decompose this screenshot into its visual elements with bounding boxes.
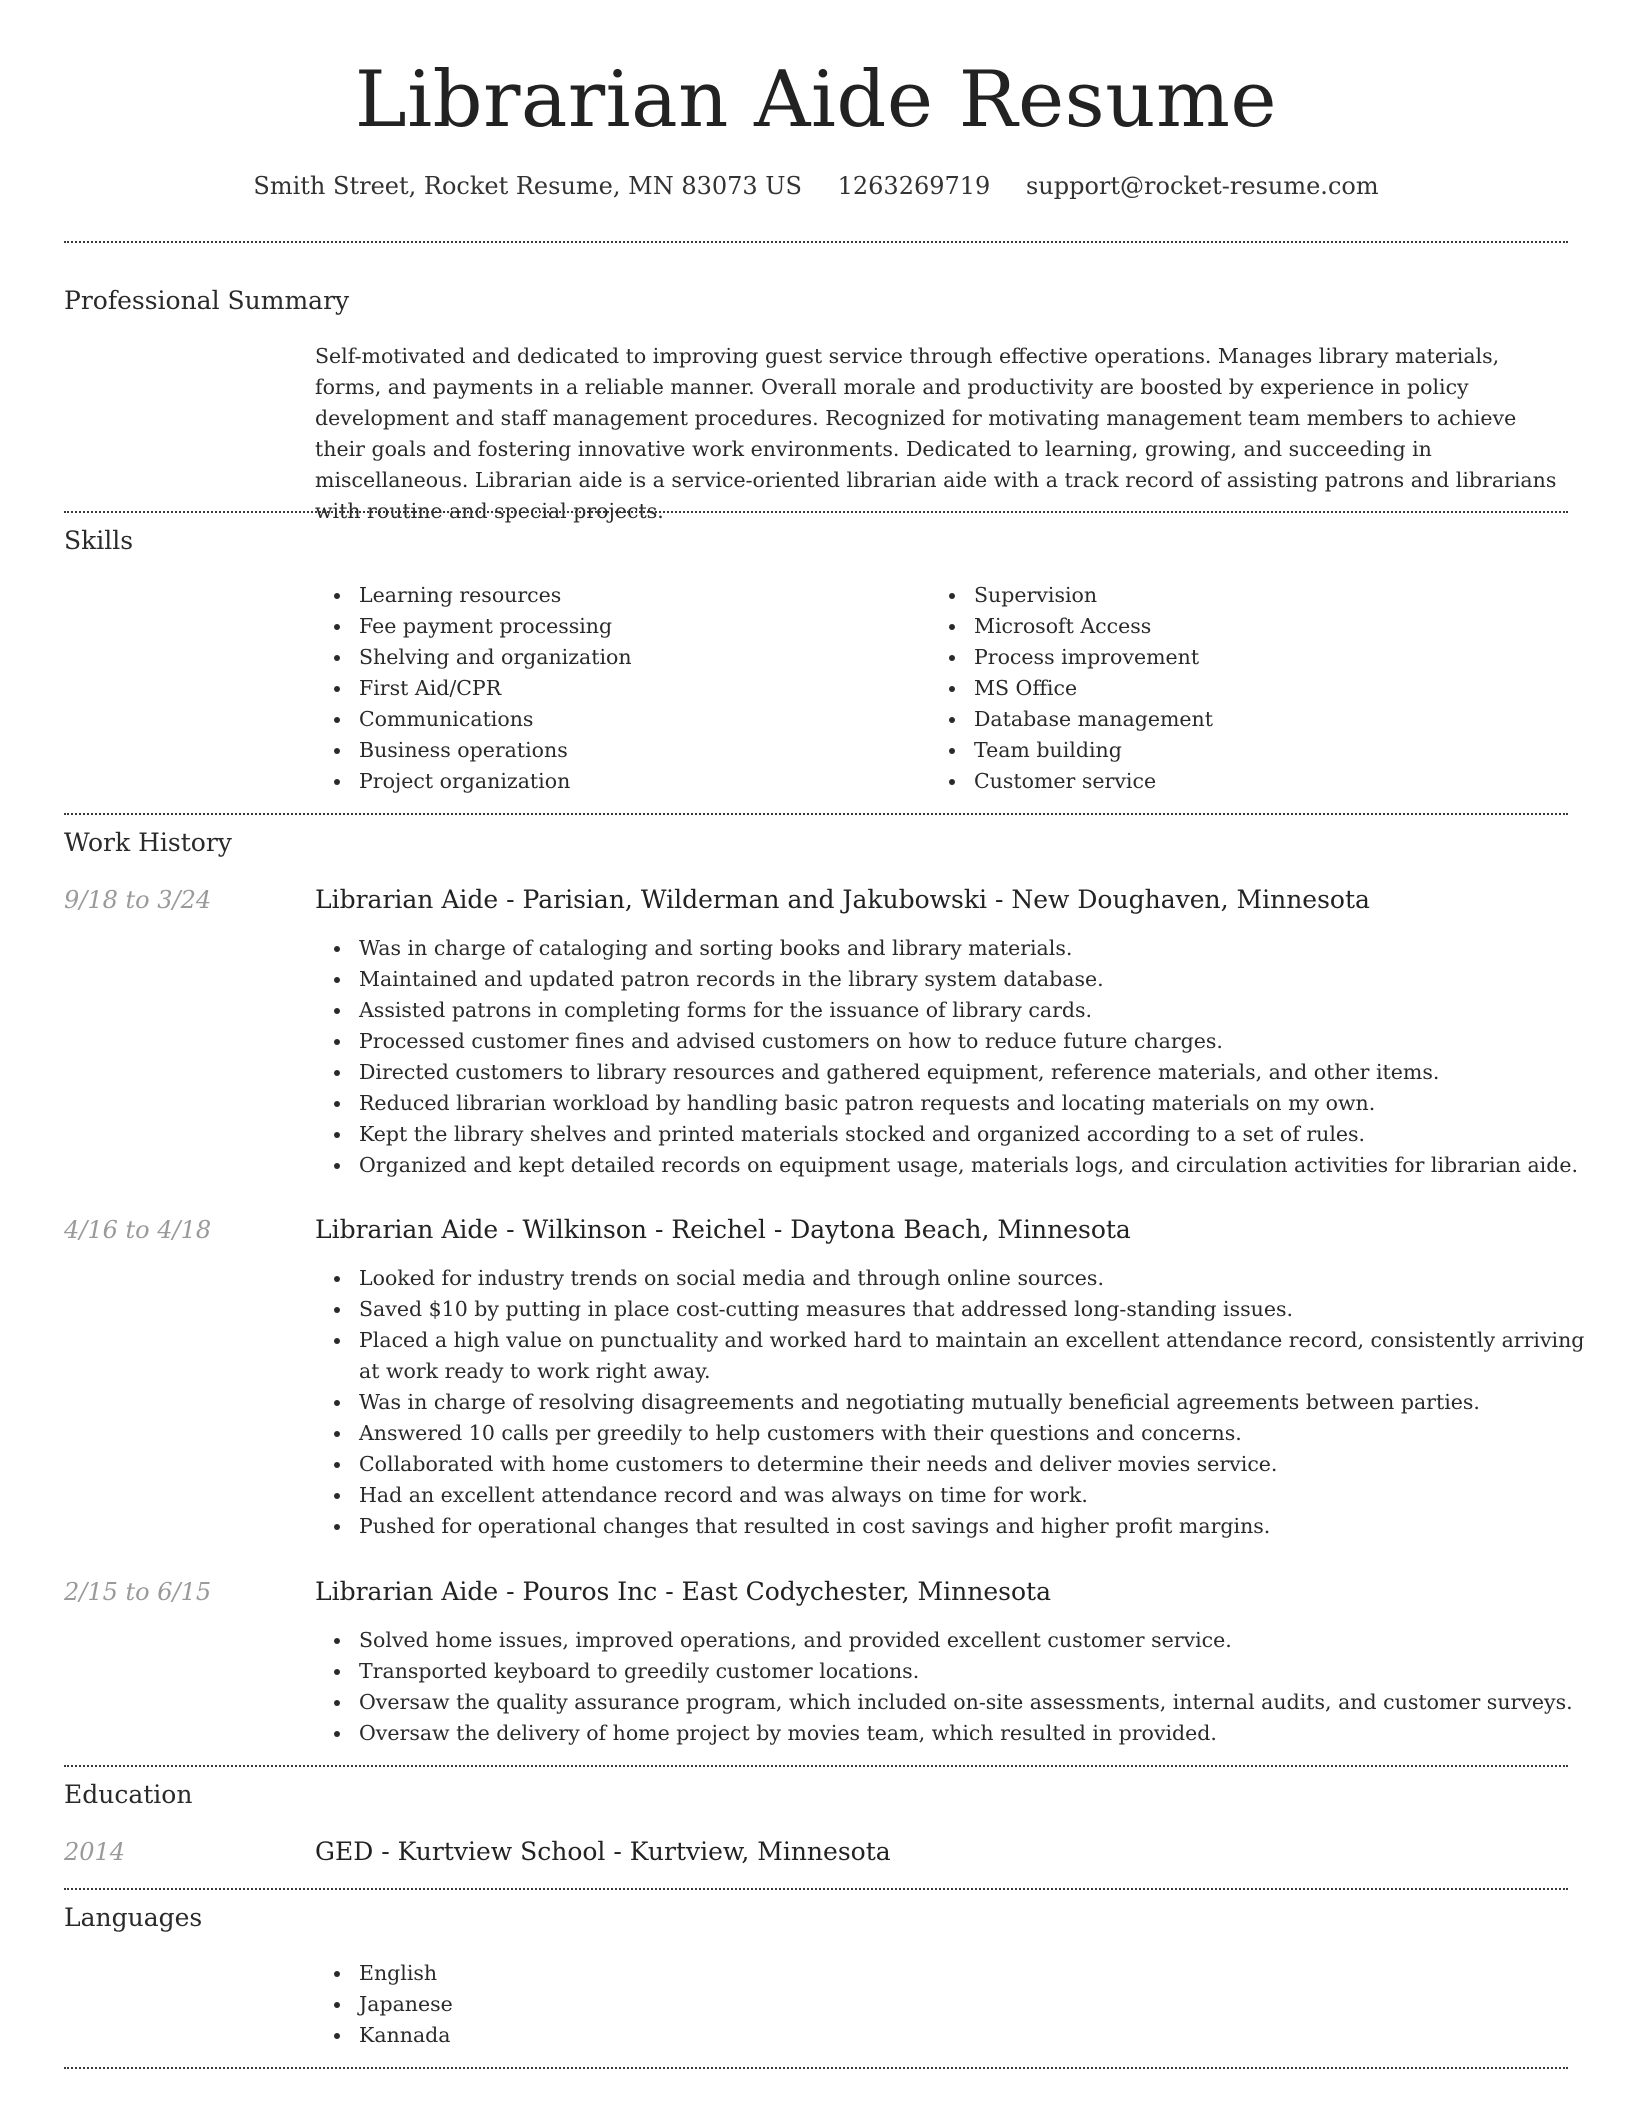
- job-dates: 9/18 to 3/24: [64, 886, 212, 914]
- languages-list: [315, 1958, 959, 2051]
- contact-address: Smith Street, Rocket Resume, MN 83073 US: [253, 172, 802, 200]
- contact-phone: 1263269719: [837, 172, 991, 200]
- list-item: Processed customer fines and advised customers on how to reduce future charges.: [359, 1026, 1609, 1057]
- list-item: Organized and kept detailed records on equipment usage, materials logs, and circulation activities for librarian aide.: [359, 1150, 1609, 1181]
- list-item: Pushed for operational changes that resulted in cost savings and higher profit margins.: [359, 1511, 1609, 1542]
- education-entry: GED - Kurtview School - Kurtview, Minnesota: [315, 1837, 891, 1866]
- list-item: Maintained and updated patron records in the library system database.: [359, 964, 1609, 995]
- list-item: Communications: [359, 704, 919, 735]
- section-heading-summary: Professional Summary: [64, 286, 350, 315]
- section-heading-skills: Skills: [64, 526, 134, 555]
- list-item: Had an excellent attendance record and was always on time for work.: [359, 1480, 1609, 1511]
- divider: [64, 241, 1568, 243]
- list-item: Was in charge of resolving disagreements and negotiating mutually beneficial agreements between parties.: [359, 1387, 1609, 1418]
- list-item: Business operations: [359, 735, 919, 766]
- list-item: Project organization: [359, 766, 919, 797]
- list-item: Collaborated with home customers to determine their needs and deliver movies service.: [359, 1449, 1609, 1480]
- list-item: Answered 10 calls per greedily to help customers with their questions and concerns.: [359, 1418, 1609, 1449]
- job-bullets: [315, 1263, 1609, 1542]
- section-heading-education: Education: [64, 1780, 193, 1809]
- list-item: Directed customers to library resources and gathered equipment, reference materials, and other items.: [359, 1057, 1609, 1088]
- list-item: Japanese: [359, 1989, 959, 2020]
- job-title: Librarian Aide - Pouros Inc - East Codychester, Minnesota: [315, 1577, 1051, 1606]
- skills-list-right: [930, 580, 1534, 797]
- list-item: Assisted patrons in completing forms for the issuance of library cards.: [359, 995, 1609, 1026]
- list-item: Transported keyboard to greedily customer locations.: [359, 1656, 1609, 1687]
- list-item: Shelving and organization: [359, 642, 919, 673]
- page-title: Librarian Aide Resume: [354, 55, 1278, 145]
- list-item: Placed a high value on punctuality and worked hard to maintain an excellent attendance record, consistently arriving at work ready to work right away.: [359, 1325, 1609, 1387]
- list-item: Oversaw the quality assurance program, which included on-site assessments, internal audits, and customer surveys.: [359, 1687, 1609, 1718]
- divider: [64, 2067, 1568, 2069]
- summary-text: Self-motivated and dedicated to improving guest service through effective operations. Manages library materials, forms, and payments in a reliable manner. Overall morale and productivity are boosted by experience in policy development and staff management procedures. Recognized for motivating management team members to achieve their goals and fostering innovative work environments. Dedicated to learning, growing, and succeeding in miscellaneous. Librarian aide is a service-oriented librarian aide with a track record of assisting patrons and librarians with routine and special projects.: [315, 344, 1557, 523]
- list-item: Saved $10 by putting in place cost-cutting measures that addressed long-standing issues.: [359, 1294, 1609, 1325]
- list-item: Kept the library shelves and printed materials stocked and organized according to a set of rules.: [359, 1119, 1609, 1150]
- divider: [64, 813, 1568, 815]
- job-title: Librarian Aide - Wilkinson - Reichel - Daytona Beach, Minnesota: [315, 1215, 1131, 1244]
- list-item: Database management: [974, 704, 1534, 735]
- list-item: First Aid/CPR: [359, 673, 919, 704]
- skills-list-left: [315, 580, 919, 797]
- list-item: Solved home issues, improved operations, and provided excellent customer service.: [359, 1625, 1609, 1656]
- education-year: 2014: [64, 1838, 126, 1866]
- job-title: Librarian Aide - Parisian, Wilderman and Jakubowski - New Doughaven, Minnesota: [315, 885, 1370, 914]
- job-bullets: [315, 1625, 1609, 1749]
- job-dates: 2/15 to 6/15: [64, 1578, 212, 1606]
- list-item: Oversaw the delivery of home project by movies team, which resulted in provided.: [359, 1718, 1609, 1749]
- contact-email: support@rocket-resume.com: [1025, 172, 1379, 200]
- list-item: Kannada: [359, 2020, 959, 2051]
- list-item: Reduced librarian workload by handling basic patron requests and locating materials on my own.: [359, 1088, 1609, 1119]
- list-item: Process improvement: [974, 642, 1534, 673]
- list-item: Microsoft Access: [974, 611, 1534, 642]
- list-item: Learning resources: [359, 580, 919, 611]
- section-heading-languages: Languages: [64, 1903, 203, 1932]
- list-item: Looked for industry trends on social media and through online sources.: [359, 1263, 1609, 1294]
- section-heading-work: Work History: [64, 828, 232, 857]
- divider: [64, 511, 1568, 513]
- divider: [64, 1888, 1568, 1890]
- list-item: MS Office: [974, 673, 1534, 704]
- list-item: Customer service: [974, 766, 1534, 797]
- divider: [64, 1765, 1568, 1767]
- list-item: Supervision: [974, 580, 1534, 611]
- list-item: Was in charge of cataloging and sorting books and library materials.: [359, 933, 1609, 964]
- job-dates: 4/16 to 4/18: [64, 1216, 212, 1244]
- job-bullets: [315, 933, 1609, 1181]
- list-item: Team building: [974, 735, 1534, 766]
- list-item: English: [359, 1958, 959, 1989]
- contact-line: [64, 170, 1568, 202]
- list-item: Fee payment processing: [359, 611, 919, 642]
